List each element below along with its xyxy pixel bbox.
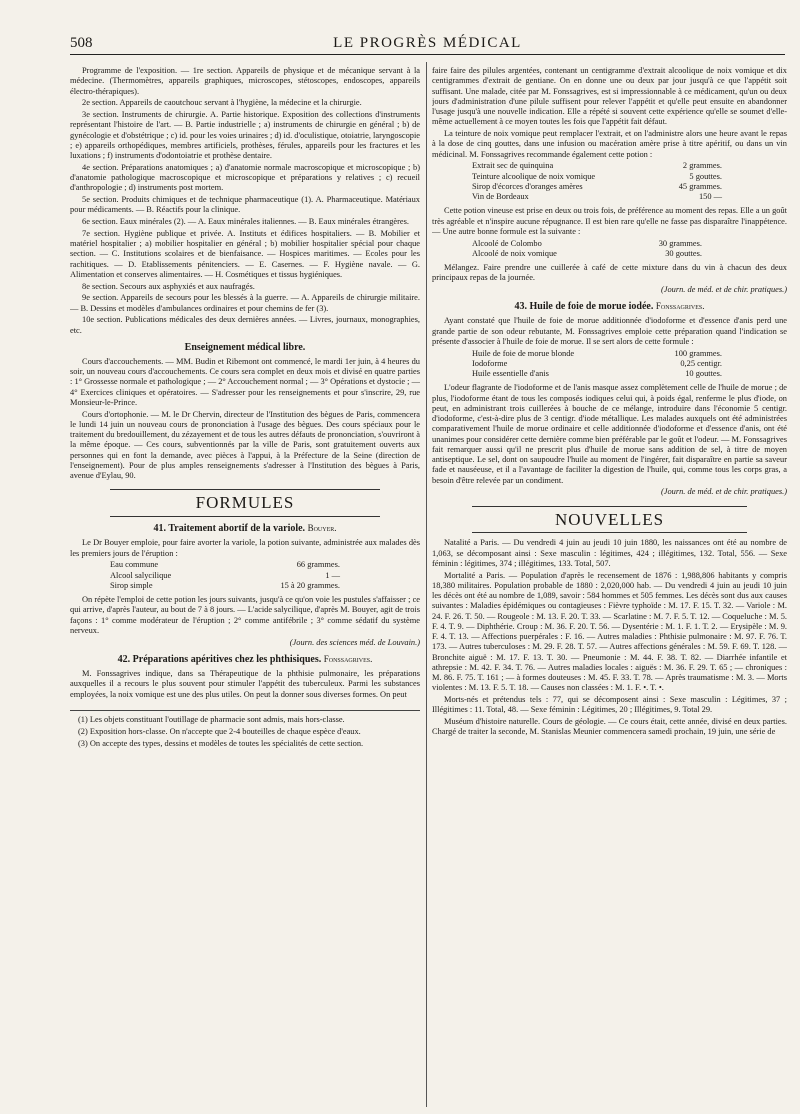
right-column (432, 66, 787, 1106)
potion-paragraph: Cette potion vineuse est prise en deux ou trois fois, de préférence au moment des repas. Elle a un goût très agréable et n'inspire aucune répugnance. Il est bien rare qu'elle ne fasse pas disparaître l'inappétence. — Une autre bonne formule est la suivante : (432, 206, 787, 236)
recipe-item: Sirop d'écorces d'oranges amères (472, 181, 583, 191)
article-43-heading (432, 301, 787, 313)
recipe-dose: 1 — (325, 570, 340, 580)
melangez-paragraph: Mélangez. Faire prendre une cuillerée à café de cette mixture dans du vin à chacun des deux principaux repas de la journée. (432, 263, 787, 283)
recipe-dose: 5 gouttes. (689, 171, 722, 181)
left-column (70, 66, 420, 1106)
recipe-dose: 30 grammes. (658, 238, 702, 248)
recipe-row (472, 369, 722, 379)
recipe-dose: 0,25 centigr. (680, 358, 722, 368)
article-41-recipe (110, 560, 420, 591)
recipe-dose: 30 gouttes. (665, 248, 702, 258)
recipe-row (110, 581, 340, 591)
article-42-continuation: faire faire des pilules argentées, contenant un centigramme d'extrait alcoolique de noix vomique et dix centigrammes d'extrait de gentiane. On en donne une ou deux par jour jusqu'à ce que l'appétit soit suffisant. Une malade, citée par M. Fonssagrives, est si impressionnable à ce médicament, qu'un ou deux jours d'administration d'une pilule suffisent pour relever l'appétit et qu'elle peut ensuite en abandonner l'usage jusqu'à une nouvelle indication. Elle a répété si souvent cette expérience qu'elle se soumet d'elle-même actuellement à ce moyen toutes les fois que l'appétit fait défaut. (432, 66, 787, 127)
recipe-row (472, 161, 722, 171)
potion-recipe (472, 161, 787, 202)
expo-section-2: 2e section. Appareils de caoutchouc servant à l'hygiène, la médecine et la chirurgie. (82, 98, 362, 108)
footnote-3: (3) On accepte des types, dessins et modèles de toutes les spécialités de cette section. (78, 739, 364, 749)
recipe-item: Huile essentielle d'anis (472, 369, 549, 379)
article-41-source: (Journ. des sciences méd. de Louvain.) (289, 637, 420, 647)
footnote-2: (2) Exposition hors-classe. On n'accepte que 2-4 bouteilles de chaque espèce d'eaux. (78, 727, 361, 737)
article-42-title: 42. Préparations apéritives chez les phthisiques. (117, 653, 322, 665)
recipe-item: Alcoolé de noix vomique (472, 248, 557, 258)
recipe-item: Iodoforme (472, 358, 508, 368)
expo-section-3: 3e section. Instruments de chirurgie. A. Partie historique. Exposition des collections d'instruments représentant l'histoire de l'art. — B. Partie industrielle ; a) instruments de chirurgie en général ; b) de gynécologie et d'obstétrique ; c) id. pour les voies urinaires ; d) id. d'oculistique, otoiatrie, laryngoscopie ; e) appareils orthopédiques, membres artificiels, prothèses, férules, appareils pour les fractures et les luxations ; f) instruments d'odontoiatrie et prothèse dentaire. (70, 110, 420, 160)
recipe-dose: 150 — (698, 192, 722, 201)
column-divider (426, 62, 427, 1107)
recipe-row (472, 349, 722, 359)
recipe-item: Eau commune (110, 560, 159, 570)
article-41-intro: Le Dr Bouyer emploie, pour faire avorter la variole, la potion suivante, administrée aux malades dès les premiers jours de l'éruption : (70, 538, 420, 558)
recipe-dose: 15 à 20 grammes. (280, 580, 340, 590)
article-43-source: (Journ. de méd. et de chir. pratiques.) (660, 487, 787, 497)
recipe-dose: 10 gouttes. (685, 369, 722, 379)
recipe-item: Huile de foie de morue blonde (472, 348, 575, 358)
recipe-row (110, 571, 340, 581)
page-header (70, 30, 785, 55)
recipe-item: Sirop simple (110, 580, 153, 590)
page-number: 508 (70, 35, 93, 51)
expo-section-9: 9e section. Appareils de secours pour les blessés à la guerre. — A. Appareils de chirurgie militaire. — B. Dessins et modèles d'ambulances ordinaires et pour chemins de fer (3). (70, 293, 420, 313)
article-43-recipe (472, 349, 787, 380)
expo-section-4: 4e section. Préparations anatomiques ; a) d'anatomie normale macroscopique et microscopique ; b) d'anatomie pathologique macroscopique et microscopique et préparations y relatives ; c) recueil d'anthropologie ; d) instruments post mortem. (70, 162, 420, 193)
mortalite-paragraph: Mortalité a Paris. — Population d'après le recensement de 1876 : 1,988,806 habitants y compris 18,380 militaires. Population probable de 1880 : 2,020,000 hab. — Du vendredi 4 juin au jeudi 10 juin les décès ont été au nombre de 1,089, savoir : 584 hommes et 505 femmes. Les décès sont dus aux causes suivantes : Maladies épidémiques ou contagieuses : Fièvre typhoïde : M. 17. F. 15. T. 32. — Variole : M. 24. F. 26. T. 50. — Rougeole : M. 13. F. 20. T. 33. — Scarlatine : M. 7. F. 5. T. 12. — Coqueluche : M. 5. F. 4. T. 9. — Diphthérie. Croup : M. 36. F. 20. T. 56. — Dysentérie : M. 1. F. 1. T. 2. — Erysipèle : M. 9. F. 4. T. 13. — Affections puerpérales : F. 16. — Autres maladies : Phthisie pulmonaire : M. 97. F. 76. T. 173. — Autres tuberculoses : M. 29. F. 28. T. 57. — Autres affections générales : M. 59. F. 69. T. 128. — Bronchite aiguë : M. 17. F. 13. T. 30. — Pneumonie : M. 44. F. 38. T. 82. — Diarrhée infantile et athrepsie : M. 42. F. 34. T. 76. — Autres maladies locales : aiguës : M. 36. F. 29. T. 65 ; — chroniques : M. 86. F. 75. T. 161 ; — à formes douteuses : M. 45. F. 33. T. 78. — Après traumatisme : M. 3. — Morts violentes : M. 13. F. 5. T. 18. — Causes non classées : M. 1. F. •. T. •. (432, 570, 787, 693)
recipe-dose: 2 grammes. (682, 161, 722, 171)
expo-section-5: 5e section. Produits chimiques et de technique pharmaceutique (1). A. Pharmaceutique. Matériaux pour médicaments. — B. Réactifs pour la clinique. (70, 195, 420, 215)
journal-title: LE PROGRÈS MÉDICAL (333, 35, 522, 51)
footnotes (70, 710, 420, 750)
recipe-row (472, 239, 702, 249)
article-43-body: Ayant constaté que l'huile de foie de morue additionnée d'iodoforme et d'essence d'anis perd une grande partie de son odeur rebutante, M. Fonssagrives emploie cette préparation quand l'indication se présente d'associer à l'huile de foie de morue. Il se sert alors de cette formule : (432, 316, 787, 346)
recipe-item: Extrait sec de quinquina (472, 161, 554, 171)
recipe-row (472, 182, 722, 192)
recipe-dose: 100 grammes. (674, 348, 722, 358)
cours-accouchements: Cours d'accouchements. — MM. Budin et Ribemont ont commencé, le mardi 1er juin, à 4 heures du soir, un nouveau cours d'accouchements. Ce cours sera complet en deux mois et divisé en quatre parties : 1° Grossesse normale et pathologique ; — 2° Accouchement normal ; — 3° Opérations et dystocie ; — 4° Exercices cliniques et opératoires. — S'adresser pour les renseignements et pour s'inscrire, 29, rue Monsieur-le-Prince. (70, 356, 420, 407)
expo-section-1: Programme de l'exposition. — 1re section. Appareils de physique et de mécanique servant à la médecine. (Thermomètres, appareils graphiques, microscopes, stétoscopes, endoscopes, appareils électro-thérapiques). (70, 66, 420, 96)
recipe-item: Alcoolé de Colombo (472, 238, 542, 248)
recipe-dose: 45 grammes. (678, 181, 722, 191)
article-43-author: Fonssagrives. (655, 301, 705, 312)
article-43-title: 43. Huile de foie de morue iodée. (514, 301, 654, 313)
nouvelles-heading: NOUVELLES (472, 506, 747, 534)
article-42-paragraph: La teinture de noix vomique peut remplacer l'extrait, et on l'administre alors une heure avant le repas à la dose de cinq gouttes, dans une infusion ou macération amère prise à titre apéritif, ou dans un vin médicinal. M. Fonssagrives recommande également cette potion : (432, 129, 787, 159)
cours-ortophonie: Cours d'ortophonie. — M. le Dr Chervin, directeur de l'Institution des bègues de Paris, commencera le lundi 14 juin un nouveau cours de prononciation à l'usage des bègues. Des cours spéciaux pour le traitement du bredouillement, du zézayement et de tous les autres défauts de prononciation, s'ouvriront à la même époque. — Ces cours, subventionnés par la ville de Paris, sont gratuitement ouverts aux personnes qui en font la demande, avec pièces à l'appui, à la Préfecture de la Seine (direction de l'enseignement). Pour de plus amples renseignements s'adresser à l'Institution des bègues à Paris, avenue d'Eylau, 90. (70, 409, 420, 481)
article-42-body: M. Fonssagrives indique, dans sa Thérapeutique de la phthisie pulmonaire, les préparations auxquelles il a recours le plus souvent pour stimuler l'appétit des tuberculeux. Parmi les substances employées, la noix vomique est une des plus utiles. On peut la donner sous diverses formes. On peut (70, 669, 420, 699)
article-42-heading (70, 654, 420, 666)
colombo-recipe (472, 239, 787, 260)
formules-heading: FORMULES (110, 489, 380, 517)
article-41-title: 41. Traitement abortif de la variole. (153, 523, 306, 535)
recipe-item: Alcool salycilique (110, 570, 172, 580)
recipe-item: Vin de Bordeaux (472, 192, 529, 201)
expo-section-6: 6e section. Eaux minérales (2). — A. Eaux minérales italiennes. — B. Eaux minérales étrangères. (82, 217, 409, 226)
expo-section-8: 8e section. Secours aux asphyxiés et aux naufragés. (82, 281, 255, 291)
article-43-body-2: L'odeur flagrante de l'iodoforme et de l'anis masque assez complètement celle de l'huile de morue ; de plus, l'iodoforme étant de tous les composés iodiques celui qui, à poids égal, renferme le plus d'iode, on peut, en administrant trois cuillerées à bouche de ce mélange, introduire dans l'économie 5 centigr. d'iodoforme, c'est-à-dire plus de 3 centigr. d'iode métallique. Les malades auxquels ont été administrées comparativement l'huile de morue ordinaire et celle additionnée d'iodoforme et d'essence d'anis, ont été unanimes pour considérer cette dernière comme bien préférable par le goût et l'odeur. — M. Fonssagrives fait remarquer aussi qu'il ne prescrit plus d'huile de morue sans addition de sel, à titre de moyen antiseptique. Le sel, dont on saupoudre l'huile au moment de l'ingérer, fait disparaître en partie sa saveur fade et nauséeuse, et il a l'avantage de faciliter la digestion de l'huile, qui, comme tous les corps gras, a besoin d'être relevée par un condiment. (432, 383, 787, 485)
recipe-dose: 66 grammes. (296, 560, 340, 570)
recipe-item: Teinture alcoolique de noix vomique (472, 171, 596, 181)
museum-paragraph: Muséum d'histoire naturelle. Cours de géologie. — Ce cours était, cette année, divisé en deux parties. Chargé de traiter la seconde, M. Stanislas Meunier commencera samedi prochain, 19 juin, une série de (432, 717, 787, 737)
natalite-paragraph: Natalité a Paris. — Du vendredi 4 juin au jeudi 10 juin 1880, les naissances ont été au nombre de 1,063, se décomposant ainsi : Sexe masculin : légitimes, 424 ; illégitimes, 132. Total, 556. — Sexe féminin : légitimes, 374 ; illégitimes, 133. Total, 507. (432, 538, 787, 568)
article-42-source: (Journ. de méd. et de chir. pratiques.) (660, 285, 787, 294)
expo-section-10: 10e section. Publications médicales des deux dernières années. — Livres, journaux, monographies, etc. (70, 315, 420, 335)
recipe-row (472, 192, 722, 202)
article-42-author: Fonssagrives. (323, 653, 373, 664)
article-41-author: Bouyer. (307, 523, 337, 534)
article-41-heading (70, 523, 420, 535)
expo-section-7: 7e section. Hygiène publique et privée. A. Instituts et édifices hospitaliers. — B. Mobilier et matériel hospitalier ; a) mobilier hospitalier en général ; b) mobilier hospitalier spécial pour chaque section. — C. Institutions scolaires et de bienfaisance. — Hospices maritimes. — Ecoles pour les rachitiques. — D. Etablissements pénitenciers. — E. Casernes. — F. Hygiène navale. — G. Alimentation et conserves alimentaires. — H. Cosmétiques et tissus hygiéniques. (70, 228, 420, 279)
recipe-row (472, 249, 702, 259)
enseignement-heading: Enseignement médical libre. (184, 341, 306, 353)
mort-nes-paragraph: Morts-nés et prétendus tels : 77, qui se décomposent ainsi : Sexe masculin : Légitimes, 37 ; Illégitimes : 11. Total, 48. — Sexe féminin : Légitimes, 20 ; Illégitimes, 9. Total 29. (432, 695, 787, 715)
recipe-row (110, 560, 340, 570)
article-41-body: On répète l'emploi de cette potion les jours suivants, jusqu'à ce qu'on voie les pustules s'affaisser ; ce qui arrive, d'après l'auteur, au bout de 7 à 8 jours. — L'acide salycilique, d'après M. Bouyer, agit de trois façons : 1° comme modérateur de l'éruption ; 2° comme antifébrile ; 3° comme sédatif du système nerveux. (70, 595, 420, 635)
recipe-row (472, 172, 722, 182)
recipe-row (472, 359, 722, 369)
footnote-1: (1) Les objets constituant l'outillage de pharmacie sont admis, mais hors-classe. (78, 714, 345, 724)
